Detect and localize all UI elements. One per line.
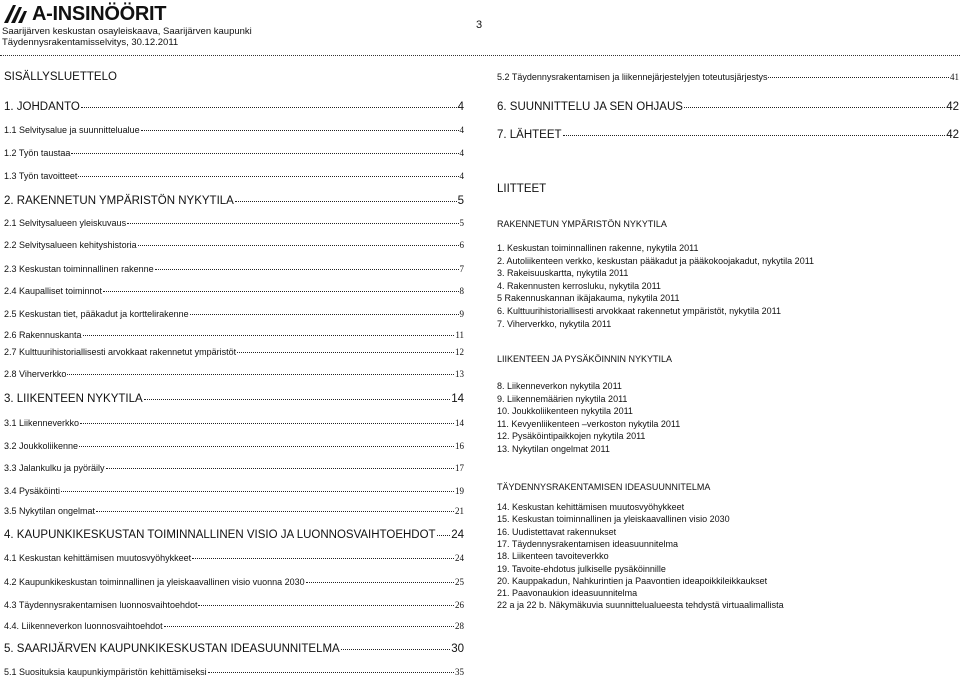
toc-entry-page: 6: [459, 240, 464, 250]
toc-entry-page: 24: [451, 529, 464, 541]
toc-entry-title: 3.5 Nykytilan ongelmat: [4, 506, 96, 516]
toc-entry[interactable]: [4, 418, 464, 428]
toc-entry-page: 26: [455, 600, 464, 610]
toc-entry-page: 7: [459, 264, 464, 274]
toc-entry[interactable]: [4, 643, 464, 655]
toc-entry[interactable]: [4, 309, 464, 319]
toc-dot-leader: [96, 511, 454, 512]
toc-entry-page: 25: [455, 577, 464, 587]
report-title: Täydennysrakentamisselvitys, 30.12.2011: [2, 37, 179, 48]
toc-entry[interactable]: [497, 129, 959, 141]
toc-entry[interactable]: [4, 125, 464, 135]
project-title: Saarijärven keskustan osayleiskaava, Saarijärven kaupunki: [2, 26, 252, 37]
appendix-item[interactable]: 4. Rakennusten kerrosluku, nykytila 2011: [497, 280, 661, 291]
toc-dot-leader: [138, 245, 459, 246]
toc-dot-leader: [198, 605, 454, 606]
logo-text: A-INSINÖÖRIT: [32, 2, 167, 25]
toc-entry-title: 2.7 Kulttuurihistoriallisesti arvokkaat rakennetut ympäristöt: [4, 347, 237, 357]
toc-entry-page: 17: [455, 463, 464, 473]
appendix-item[interactable]: 21. Paavonaukion ideasuunnitelma: [497, 588, 638, 599]
toc-entry-page: 14: [455, 418, 464, 428]
toc-entry-page: 14: [451, 393, 464, 405]
toc-entry-page: 12: [455, 347, 464, 357]
toc-entry[interactable]: [4, 600, 464, 610]
appendix-item[interactable]: 19. Tavoite-ehdotus julkiselle pysäköinnille: [497, 563, 666, 574]
appendix-item[interactable]: 13. Nykytilan ongelmat 2011: [497, 443, 610, 454]
toc-entry[interactable]: [497, 101, 959, 113]
toc-entry-title: 3.2 Joukkoliikenne: [4, 441, 79, 451]
appendix-item[interactable]: 11. Kevyenliikenteen –verkoston nykytila 2011: [497, 418, 681, 429]
toc-entry[interactable]: [4, 347, 464, 357]
toc-entry-title: 2.4 Kaupalliset toiminnot: [4, 286, 103, 296]
toc-dot-leader: [437, 535, 451, 536]
toc-entry-title: 4.3 Täydennysrakentamisen luonnosvaihtoehdot: [4, 600, 198, 610]
toc-entry[interactable]: [4, 553, 464, 563]
toc-entry-page: 30: [451, 643, 464, 655]
appendix-item[interactable]: 8. Liikenneverkon nykytila 2011: [497, 381, 622, 391]
toc-heading: SISÄLLYSLUETTELO: [4, 71, 117, 83]
toc-dot-leader: [164, 626, 454, 627]
toc-dot-leader: [81, 107, 457, 108]
toc-dot-leader: [78, 176, 458, 177]
toc-entry-title: 2.8 Viherverkko: [4, 369, 67, 379]
toc-entry-page: 4: [459, 125, 464, 135]
toc-entry[interactable]: [497, 72, 959, 82]
toc-entry[interactable]: [4, 148, 464, 158]
toc-entry-title: 4.2 Kaupunkikeskustan toiminnallinen ja yleiskaavallinen visio vuonna 2030: [4, 577, 305, 587]
toc-entry-page: 19: [455, 486, 464, 496]
toc-entry-title: 6. SUUNNITTELU JA SEN OHJAUS: [497, 101, 683, 113]
appendix-item[interactable]: 14. Keskustan kehittämisen muutosvyöhykkeet: [497, 502, 685, 512]
toc-entry-page: 4: [459, 148, 464, 158]
toc-entry-title: 7. LÄHTEET: [497, 129, 562, 141]
toc-entry-title: 1.1 Selvitysalue ja suunnittelualue: [4, 125, 140, 135]
toc-entry-title: 2.1 Selvitysalueen yleiskuvaus: [4, 218, 127, 228]
toc-entry-page: 13: [455, 369, 464, 379]
toc-dot-leader: [127, 223, 458, 224]
appendix-item[interactable]: 18. Liikenteen tavoiteverkko: [497, 551, 609, 562]
appendix-item[interactable]: 7. Viherverkko, nykytila 2011: [497, 318, 612, 329]
appendix-item[interactable]: 3. Rakeisuuskartta, nykytila 2011: [497, 268, 629, 279]
appendix-item[interactable]: 15. Keskustan toiminnallinen ja yleiskaavallinen visio 2030: [497, 514, 730, 525]
toc-entry-page: 41: [950, 72, 959, 82]
appendix-item[interactable]: 6. Kulttuurihistoriallisesti arvokkaat rakennetut ympäristöt, nykytila 2011: [497, 306, 781, 316]
toc-entry-title: 4.1 Keskustan kehittämisen muutosvyöhykkeet: [4, 553, 192, 563]
toc-entry-page: 24: [455, 553, 464, 563]
toc-entry[interactable]: [4, 101, 464, 113]
toc-dot-leader: [71, 153, 458, 154]
toc-entry-page: 28: [455, 621, 464, 631]
toc-entry-title: 3.4 Pysäköinti: [4, 486, 61, 496]
toc-entry-page: 16: [455, 441, 464, 451]
toc-entry[interactable]: [4, 529, 464, 541]
toc-entry[interactable]: [4, 171, 464, 181]
toc-entry-title: 2.5 Keskustan tiet, pääkadut ja korttelirakenne: [4, 309, 189, 319]
appendix-item[interactable]: 12. Pysäköintipaikkojen nykytila 2011: [497, 431, 646, 441]
appendix-heading: LIITTEET: [497, 183, 547, 195]
toc-entry[interactable]: [4, 486, 464, 496]
appendix-item[interactable]: 2. Autoliikenteen verkko, keskustan pääkadut ja pääkokoojakadut, nykytila 2011: [497, 255, 815, 266]
toc-entry[interactable]: [4, 463, 464, 473]
toc-dot-leader: [208, 672, 454, 673]
toc-entry-title: 1.3 Työn tavoitteet: [4, 171, 78, 181]
toc-entry-page: 8: [459, 286, 464, 296]
toc-dot-leader: [563, 135, 946, 136]
toc-entry-title: 1.2 Työn taustaa: [4, 148, 71, 158]
header-divider: [0, 55, 960, 56]
toc-entry[interactable]: [4, 218, 464, 228]
appendix-section-title: RAKENNETUN YMPÄRISTÖN NYKYTILA: [497, 219, 667, 229]
toc-entry[interactable]: [4, 667, 464, 677]
page-number: 3: [476, 19, 483, 31]
appendix-item[interactable]: 22 a ja 22 b. Näkymäkuvia suunnittelualueesta tehdystä virtuaalimallista: [497, 600, 784, 611]
toc-dot-leader: [237, 352, 454, 353]
toc-entry[interactable]: [4, 506, 464, 516]
toc-dot-leader: [341, 649, 450, 650]
toc-entry-title: 2.6 Rakennuskanta: [4, 330, 82, 340]
toc-dot-leader: [684, 107, 945, 108]
toc-entry[interactable]: [4, 264, 464, 274]
toc-entry-page: 35: [455, 667, 464, 677]
appendix-item[interactable]: 9. Liikennemäärien nykytila 2011: [497, 393, 628, 404]
toc-entry[interactable]: [4, 441, 464, 451]
appendix-item[interactable]: 1. Keskustan toiminnallinen rakenne, nykytila 2011: [497, 243, 699, 253]
toc-entry-title: 2.2 Selvitysalueen kehityshistoria: [4, 240, 137, 250]
toc-dot-leader: [103, 291, 458, 292]
toc-dot-leader: [235, 201, 457, 202]
toc-dot-leader: [80, 423, 454, 424]
toc-dot-leader: [61, 491, 454, 492]
toc-entry-title: 4.4. Liikenneverkon luonnosvaihtoehdot: [4, 621, 163, 631]
appendix-item[interactable]: 5 Rakennuskannan ikäjakauma, nykytila 2011: [497, 293, 680, 304]
appendix-item[interactable]: 20. Kauppakadun, Nahkurintien ja Paavontien ideapoikkileikkaukset: [497, 575, 768, 586]
toc-entry-page: 4: [459, 171, 464, 181]
appendix-item[interactable]: 17. Täydennysrakentamisen ideasuunnitelma: [497, 538, 678, 549]
toc-entry[interactable]: [4, 286, 464, 296]
toc-dot-leader: [83, 335, 455, 336]
toc-entry-title: 4. KAUPUNKIKESKUSTAN TOIMINNALLINEN VISIO JA LUONNOSVAIHTOEHDOT: [4, 529, 436, 541]
toc-entry-title: 3.3 Jalankulku ja pyöräily: [4, 463, 105, 473]
toc-entry[interactable]: [4, 195, 464, 207]
toc-dot-leader: [144, 399, 451, 400]
toc-entry[interactable]: [4, 621, 464, 631]
appendix-section-title: LIIKENTEEN JA PYSÄKÖINNIN NYKYTILA: [497, 354, 673, 364]
toc-entry-page: 42: [946, 101, 959, 113]
toc-entry[interactable]: [4, 240, 464, 250]
toc-entry-title: 3. LIIKENTEEN NYKYTILA: [4, 393, 143, 405]
toc-entry-page: 21: [455, 506, 464, 516]
toc-entry-title: 5. SAARIJÄRVEN KAUPUNKIKESKUSTAN IDEASUUNNITELMA: [4, 643, 340, 655]
appendix-item[interactable]: 16. Uudistettavat rakennukset: [497, 526, 617, 537]
toc-entry-page: 5: [457, 195, 464, 207]
toc-entry-title: 1. JOHDANTO: [4, 101, 80, 113]
toc-dot-leader: [155, 269, 459, 270]
toc-dot-leader: [141, 130, 459, 131]
toc-entry-title: 5.1 Suosituksia kaupunkiympäristön kehittämiseksi: [4, 667, 207, 677]
toc-entry[interactable]: [4, 393, 464, 405]
toc-entry-page: 11: [455, 330, 464, 340]
toc-entry-page: 4: [457, 101, 464, 113]
toc-entry[interactable]: [4, 369, 464, 379]
toc-entry[interactable]: [4, 330, 464, 340]
a-insinoorit-logo-icon: [2, 3, 28, 25]
toc-dot-leader: [79, 446, 454, 447]
toc-dot-leader: [192, 558, 454, 559]
toc-entry-title: 3.1 Liikenneverkko: [4, 418, 80, 428]
toc-dot-leader: [190, 314, 459, 315]
toc-dot-leader: [67, 374, 454, 375]
appendix-item[interactable]: 10. Joukkoliikenteen nykytila 2011: [497, 406, 633, 416]
toc-dot-leader: [306, 582, 454, 583]
toc-dot-leader: [106, 468, 454, 469]
toc-entry-title: 5.2 Täydennysrakentamisen ja liikennejärjestelyjen toteutusjärjestys: [497, 72, 768, 82]
toc-entry-page: 5: [459, 218, 464, 228]
appendix-section-title: TÄYDENNYSRAKENTAMISEN IDEASUUNNITELMA: [497, 482, 711, 492]
toc-entry-title: 2. RAKENNETUN YMPÄRISTÖN NYKYTILA: [4, 195, 234, 207]
toc-entry[interactable]: [4, 577, 464, 587]
toc-entry-page: 9: [459, 309, 464, 319]
toc-dot-leader: [768, 77, 949, 78]
toc-entry-page: 42: [946, 129, 959, 141]
toc-entry-title: 2.3 Keskustan toiminnallinen rakenne: [4, 264, 154, 274]
